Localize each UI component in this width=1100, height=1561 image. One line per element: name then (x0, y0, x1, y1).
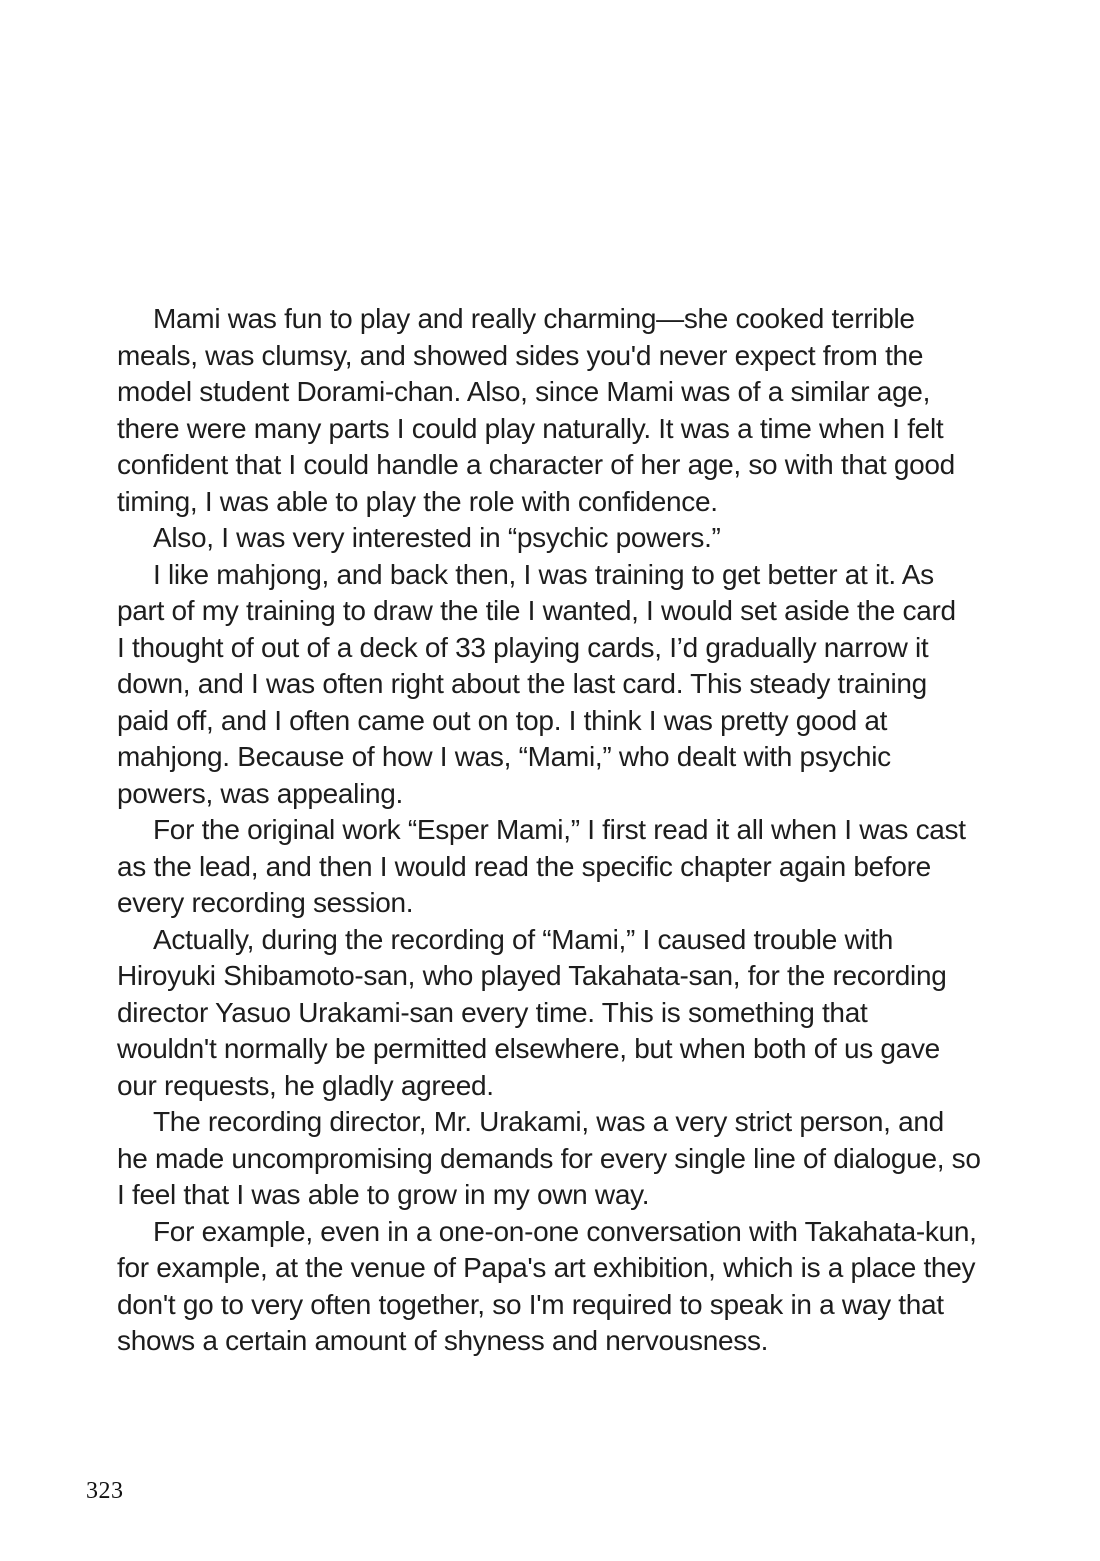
text-line: as the lead, and then I would read the specific chapter again before (117, 850, 931, 882)
text-line: model student Dorami-chan. Also, since Mami was of a similar age, (117, 376, 931, 407)
text-line: timing, I was able to play the role with confidence. (117, 485, 718, 517)
text-line: For example, even in a one-on-one conversation with Takahata-kun, (153, 1215, 977, 1247)
paragraph (117, 1214, 1027, 1360)
text-line: The recording director, Mr. Urakami, was a very strict person, and (153, 1106, 944, 1137)
text-line: I like mahjong, and back then, I was training to get better at it. As (153, 558, 934, 590)
text-line: for example, at the venue of Papa's art exhibition, which is a place they (117, 1252, 976, 1283)
text-line: For the original work “Esper Mami,” I first read it all when I was cast (153, 814, 966, 845)
text-line: wouldn't normally be permitted elsewhere, but when both of us gave (117, 1033, 940, 1064)
text-line: director Yasuo Urakami-san every time. This is something that (117, 996, 868, 1028)
text-line: Hiroyuki Shibamoto-san, who played Takahata-san, for the recording (117, 960, 947, 991)
text-line: Mami was fun to play and really charming—she cooked terrible (153, 303, 915, 334)
text-line: Also, I was very interested in “psychic powers.” (153, 522, 721, 553)
text-line: there were many parts I could play naturally. It was a time when I felt (117, 412, 944, 444)
text-line: paid off, and I often came out on top. I think I was pretty good at (117, 704, 888, 736)
text-line: down, and I was often right about the last card. This steady training (117, 668, 927, 699)
body-text (117, 301, 1027, 1360)
text-line: don't go to very often together, so I'm required to speak in a way that (117, 1288, 944, 1320)
text-line: he made uncompromising demands for every single line of dialogue, so (117, 1142, 981, 1174)
paragraph (117, 557, 1027, 813)
page-number: 323 (86, 1478, 124, 1504)
text-line: powers, was appealing. (117, 777, 404, 809)
paragraph (117, 301, 1027, 520)
text-line: Actually, during the recording of “Mami,” I caused trouble with (153, 923, 894, 955)
text-line: confident that I could handle a character of her age, so with that good (117, 449, 955, 480)
text-line: I thought of out of a deck of 33 playing cards, I’d gradually narrow it (117, 631, 929, 663)
text-line: part of my training to draw the tile I wanted, I would set aside the card (117, 595, 956, 626)
text-line: our requests, he gladly agreed. (117, 1069, 494, 1101)
paragraph (117, 812, 1027, 922)
text-line: shows a certain amount of shyness and nervousness. (117, 1325, 769, 1356)
text-line: meals, was clumsy, and showed sides you'd never expect from the (117, 339, 924, 371)
paragraph (117, 1104, 1027, 1214)
text-line: mahjong. Because of how I was, “Mami,” who dealt with psychic (117, 741, 891, 772)
paragraph (117, 922, 1027, 1105)
text-line: every recording session. (117, 887, 414, 918)
text-line: I feel that I was able to grow in my own way. (117, 1179, 650, 1210)
paragraph (117, 520, 1027, 557)
